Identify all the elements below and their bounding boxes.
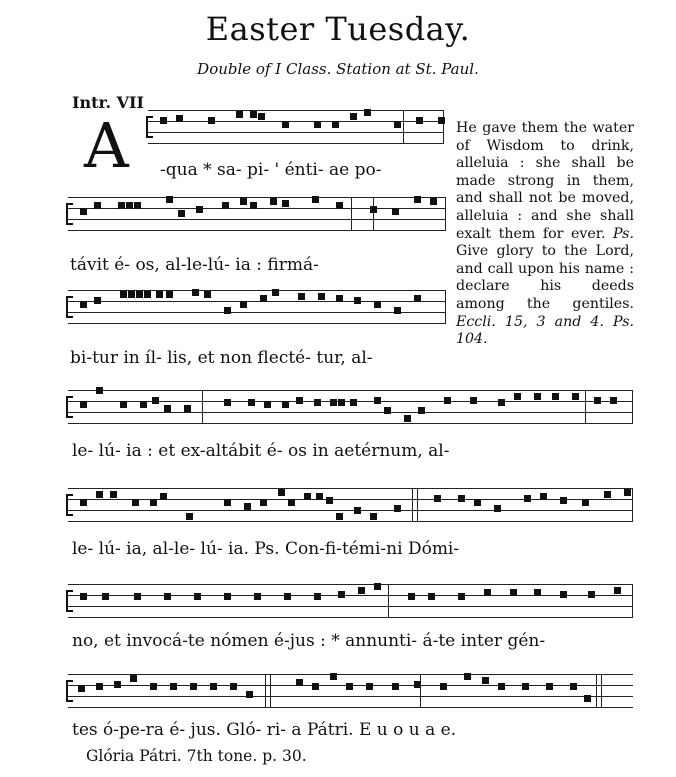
neume-note [314,121,321,128]
neume-note [254,593,261,600]
neume-note [260,295,267,302]
lyric-line: no, et invocá-te nómen é-jus : * annunti- á-te inter gén- [72,631,546,651]
neume-note [350,113,357,120]
neume-note [176,115,183,122]
neume-note [584,695,591,702]
neume-note [282,121,289,128]
neume-note [404,415,411,422]
neume-note [316,493,323,500]
neume-note [366,683,373,690]
neume-note [560,497,567,504]
neume-note [132,499,139,506]
neume-note [332,121,339,128]
neume-note [572,393,579,400]
chant-staff-6 [68,584,633,618]
neume-note [374,301,381,308]
neume-note [304,493,311,500]
neume-note [278,489,285,496]
neume-note [414,295,421,302]
neume-note [392,208,399,215]
neume-note [96,683,103,690]
neume-note [282,200,289,207]
neume-note [140,401,147,408]
neume-note [434,495,441,502]
neume-note [330,673,337,680]
neume-note [474,499,481,506]
neume-note [540,493,547,500]
neume-note [354,507,361,514]
neume-note [416,117,423,124]
neume-note [260,499,267,506]
footer-note: Glória Pátri. 7th tone. p. 30. [86,747,307,765]
neume-note [240,198,247,205]
neume-note [178,210,185,217]
neume-note [464,673,471,680]
neume-note [296,397,303,404]
neume-note [190,683,197,690]
neume-note [582,499,589,506]
neume-note [296,679,303,686]
neume-note [152,397,159,404]
neume-note [338,591,345,598]
neume-note [224,307,231,314]
neume-note [236,111,243,118]
neume-note [126,202,133,209]
neume-note [374,583,381,590]
neume-note [298,293,305,300]
neume-note [240,301,247,308]
neume-note [288,499,295,506]
neume-note [338,399,345,406]
c-clef-icon [66,396,73,418]
neume-note [552,393,559,400]
neume-note [330,399,337,406]
translation-block [456,120,634,349]
neume-note [282,401,289,408]
neume-note [364,109,371,116]
neume-note [414,681,421,688]
neume-note [110,491,117,498]
neume-note [370,206,377,213]
neume-note [370,513,377,520]
neume-note [588,591,595,598]
neume-note [498,683,505,690]
c-clef-icon [66,296,73,318]
neume-note [438,117,445,124]
neume-note [384,407,391,414]
neume-note [224,399,231,406]
neume-note [458,495,465,502]
neume-note [560,591,567,598]
lyric-line: távit é- os, al-le-lú- ia : firmá- [70,255,319,275]
translation-text: He gave them the water of Wisdom to drink, alleluia : she shall be made strong in them, and shall not be moved, alleluia : and she shall exalt them for ever. [456,120,634,242]
neume-note [96,491,103,498]
neume-note [336,513,343,520]
neume-note [494,505,501,512]
neume-note [624,489,631,496]
neume-note [120,291,127,298]
neume-note [604,491,611,498]
chant-staff-3 [68,290,446,324]
neume-note [346,683,353,690]
neume-note [170,683,177,690]
neume-note [428,593,435,600]
mode-label: Intr. VII [72,93,144,112]
neume-note [166,196,173,203]
neume-note [336,295,343,302]
neume-note [514,393,521,400]
neume-note [80,499,87,506]
neume-note [250,111,257,118]
psalm-label: Ps. [613,225,634,242]
neume-note [264,401,271,408]
neume-note [430,198,437,205]
neume-note [458,593,465,600]
neume-note [210,683,217,690]
neume-note [192,289,199,296]
c-clef-icon [66,494,73,516]
chant-staff-5 [68,488,633,522]
neume-note [160,493,167,500]
neume-note [498,399,505,406]
neume-note [394,307,401,314]
neume-note [222,202,229,209]
neume-note [184,405,191,412]
initial-letter: A [84,109,129,182]
neume-note [610,397,617,404]
neume-note [120,401,127,408]
neume-note [614,587,621,594]
neume-note [130,675,137,682]
neume-note [94,297,101,304]
lyric-line: le- lú- ia : et ex-altábit é- os in aetérnum, al- [72,441,450,461]
lyric-line: -qua * sa- pi- ' énti- ae po- [160,160,382,180]
c-clef-icon [66,203,73,225]
neume-note [186,513,193,520]
neume-note [394,505,401,512]
neume-note [546,683,553,690]
neume-note [470,397,477,404]
neume-note [534,393,541,400]
page-title: Easter Tuesday. [205,10,471,48]
neume-note [314,399,321,406]
neume-note [374,397,381,404]
neume-note [522,683,529,690]
neume-note [246,691,253,698]
neume-note [80,208,87,215]
neume-note [414,196,421,203]
c-clef-icon [146,116,153,138]
neume-note [94,202,101,209]
page-subtitle: Double of I Class. Station at St. Paul. [197,60,479,78]
c-clef-icon [66,590,73,612]
lyric-line: le- lú- ia, al-le- lú- ia. Ps. Con-fi-témi-ni Dómi- [72,539,460,559]
neume-note [248,399,255,406]
neume-note [134,202,141,209]
neume-note [270,198,277,205]
lyric-line: bi-tur in íl- lis, et non flecté- tur, al- [70,348,373,368]
psalm-text: Give glory to the Lord, and call upon his name : declare his deeds among the gentiles. [456,243,634,312]
neume-note [230,683,237,690]
neume-note [272,289,279,296]
neume-note [318,293,325,300]
neume-note [150,499,157,506]
neume-note [144,291,151,298]
neume-note [80,593,87,600]
neume-note [80,301,87,308]
neume-note [194,593,201,600]
neume-note [224,593,231,600]
neume-note [314,593,321,600]
neume-note [136,291,143,298]
neume-note [150,683,157,690]
neume-note [118,202,125,209]
neume-note [418,407,425,414]
neume-note [440,683,447,690]
neume-note [444,397,451,404]
neume-note [392,683,399,690]
neume-note [524,495,531,502]
neume-note [354,297,361,304]
neume-note [164,593,171,600]
neume-note [96,387,103,394]
neume-note [594,397,601,404]
neume-note [484,589,491,596]
c-clef-icon [66,680,73,702]
neume-note [312,196,319,203]
neume-note [350,399,357,406]
neume-note [244,503,251,510]
neume-note [534,589,541,596]
neume-note [134,593,141,600]
neume-note [78,685,85,692]
neume-note [160,117,167,124]
neume-note [394,121,401,128]
neume-note [224,499,231,506]
neume-note [326,497,333,504]
reference: Eccli. 15, 3 and 4. Ps. 104. [456,313,634,348]
neume-note [284,593,291,600]
lyric-line: tes ó-pe-ra é- jus. Gló- ri- a Pátri. E u o u a e. [72,720,457,740]
neume-note [204,291,211,298]
neume-note [570,683,577,690]
neume-note [482,677,489,684]
neume-note [102,593,109,600]
chant-staff-2 [68,197,446,231]
neume-note [250,202,257,209]
neume-note [128,291,135,298]
neume-note [358,587,365,594]
chant-staff-4 [68,390,633,424]
neume-note [114,681,121,688]
neume-note [258,113,265,120]
neume-note [408,593,415,600]
neume-note [164,405,171,412]
neume-note [80,401,87,408]
neume-note [510,589,517,596]
neume-note [196,206,203,213]
neume-note [208,117,215,124]
neume-note [336,202,343,209]
chant-staff-7 [68,674,633,708]
chant-staff-1 [148,110,444,144]
neume-note [156,291,163,298]
neume-note [312,683,319,690]
neume-note [166,291,173,298]
